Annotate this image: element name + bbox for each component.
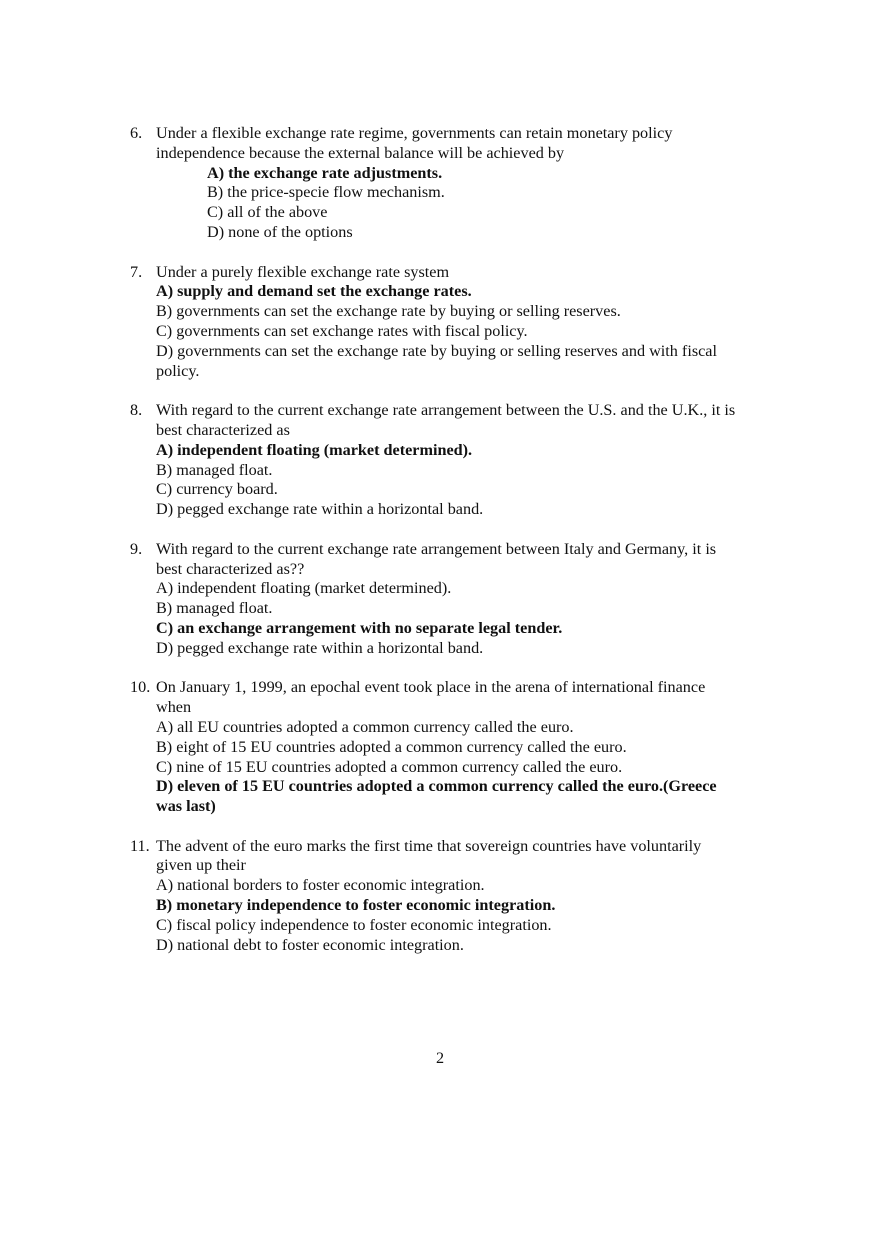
answer-option: D) governments can set the exchange rate by buying or selling reserves and with fiscal — [156, 341, 717, 360]
question-7 — [0, 263, 880, 382]
answer-option-correct: C) an exchange arrangement with no separate legal tender. — [156, 618, 563, 637]
question-number: 11. — [130, 836, 150, 855]
answer-option: C) nine of 15 EU countries adopted a common currency called the euro. — [156, 757, 623, 776]
question-stem: when — [156, 698, 192, 717]
question-stem: Under a purely flexible exchange rate system — [156, 262, 450, 281]
answer-option-correct: A) the exchange rate adjustments. — [207, 163, 443, 182]
question-stem: independence because the external balance will be achieved by — [156, 143, 565, 162]
answer-option-correct: B) monetary independence to foster economic integration. — [156, 896, 556, 915]
question-6 — [0, 124, 880, 243]
answer-option: D) none of the options — [207, 222, 353, 241]
answer-option: C) currency board. — [156, 480, 278, 499]
question-8 — [0, 401, 880, 520]
question-number: 7. — [130, 262, 143, 281]
answer-option-continued: policy. — [156, 361, 200, 380]
answer-option-correct: A) supply and demand set the exchange rates. — [156, 282, 472, 301]
answer-option: B) eight of 15 EU countries adopted a common currency called the euro. — [156, 737, 627, 756]
answer-option: B) the price-specie flow mechanism. — [207, 183, 445, 202]
question-stem: best characterized as — [156, 420, 290, 439]
question-stem: With regard to the current exchange rate arrangement between the U.S. and the U.K., it is — [156, 401, 736, 420]
answer-option-correct: A) independent floating (market determined). — [156, 440, 473, 459]
answer-option: A) national borders to foster economic integration. — [156, 876, 485, 895]
page-number: 2 — [435, 1049, 445, 1067]
answer-option: D) national debt to foster economic integration. — [156, 935, 464, 954]
answer-option: B) managed float. — [156, 599, 273, 618]
answer-option-correct-continued: was last) — [156, 797, 216, 816]
answer-option: A) independent floating (market determined). — [156, 579, 452, 598]
answer-option: A) all EU countries adopted a common currency called the euro. — [156, 717, 574, 736]
answer-option: C) governments can set exchange rates with fiscal policy. — [156, 321, 528, 340]
question-number: 9. — [130, 539, 143, 558]
question-stem: best characterized as?? — [156, 559, 305, 578]
question-9 — [0, 540, 880, 659]
question-stem: The advent of the euro marks the first time that sovereign countries have voluntarily — [156, 836, 702, 855]
answer-option: C) all of the above — [207, 203, 328, 222]
answer-option: D) pegged exchange rate within a horizontal band. — [156, 500, 484, 519]
answer-option: D) pegged exchange rate within a horizontal band. — [156, 638, 484, 657]
question-stem: With regard to the current exchange rate arrangement between Italy and Germany, it is — [156, 539, 717, 558]
question-stem: Under a flexible exchange rate regime, governments can retain monetary policy — [156, 124, 673, 142]
question-number: 8. — [130, 401, 143, 420]
answer-option-correct: D) eleven of 15 EU countries adopted a common currency called the euro.(Greece — [156, 777, 717, 796]
answer-option: B) managed float. — [156, 460, 273, 479]
document-page — [0, 124, 880, 975]
answer-option: C) fiscal policy independence to foster economic integration. — [156, 915, 552, 934]
question-11 — [0, 837, 880, 956]
question-stem: On January 1, 1999, an epochal event took place in the arena of international finance — [156, 678, 706, 697]
question-stem: given up their — [156, 856, 246, 875]
question-number: 10. — [130, 678, 151, 697]
answer-option: B) governments can set the exchange rate by buying or selling reserves. — [156, 302, 621, 321]
question-number: 6. — [130, 124, 143, 142]
question-10 — [0, 678, 880, 817]
